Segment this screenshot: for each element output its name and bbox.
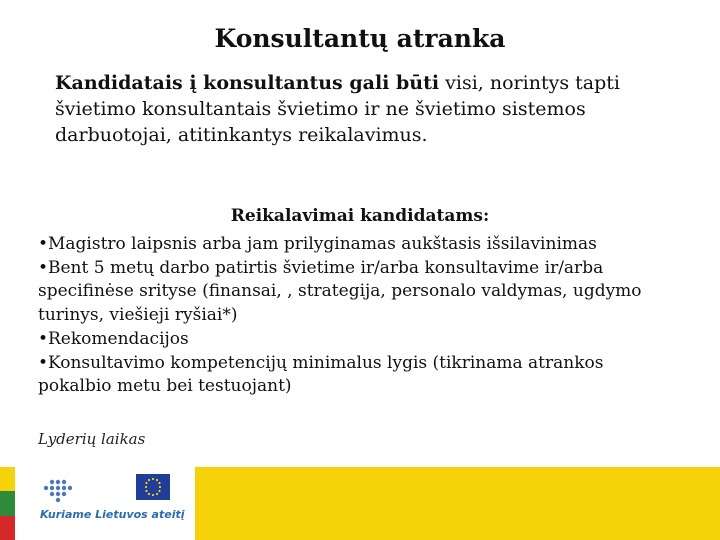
flag-yellow-stripe [0,467,15,491]
slogan-text: Kuriame Lietuvos ateitį [40,508,185,521]
footer-note: Lyderių laikas [38,430,146,448]
flag-red-stripe [0,516,15,540]
intro-bold-text: Kandidatais į konsultantus gali būti [55,72,440,94]
bullet-icon: • [38,234,49,254]
footer-yellow-band [195,467,720,540]
ministry-logo-icon [42,476,76,508]
list-item-text: Konsultavimo kompetencijų minimalus lygis (tikrinama atrankos pokalbio metu bei testuojant) [38,352,604,397]
list-item [38,257,678,328]
list-item [38,328,678,352]
eu-flag-icon [136,474,170,500]
bullet-icon: • [38,352,49,373]
list-item-text: Rekomendacijos [48,328,189,349]
list-item [38,233,678,257]
intro-text: visi, norintys tapti švietimo konsultantais švietimo ir ne švietimo sistemos darbuotojai, atitinkantys reikalavimus. [55,72,620,146]
requirements-list [38,233,678,399]
eu-funding-logo [34,468,194,532]
flag-green-stripe [0,491,15,515]
requirements-heading: Reikalavimai kandidatams: [230,206,490,226]
list-item [38,352,678,399]
bullet-icon: • [38,328,49,349]
slide-title: Konsultantų atranka [214,24,506,53]
list-item-text: Bent 5 metų darbo patirtis švietime ir/arba konsultavime ir/arba specifinėse srityse (finansai, , strategija, personalo valdymas, ugdymo turinys, viešieji ryšiai*) [38,257,642,326]
lithuanian-flag-stripe [0,467,15,540]
list-item-text: Magistro laipsnis arba jam prilyginamas aukštasis išsilavinimas [48,234,597,254]
bullet-icon: • [38,257,49,278]
eu-stars-icon [136,474,170,500]
intro-paragraph [55,70,675,148]
